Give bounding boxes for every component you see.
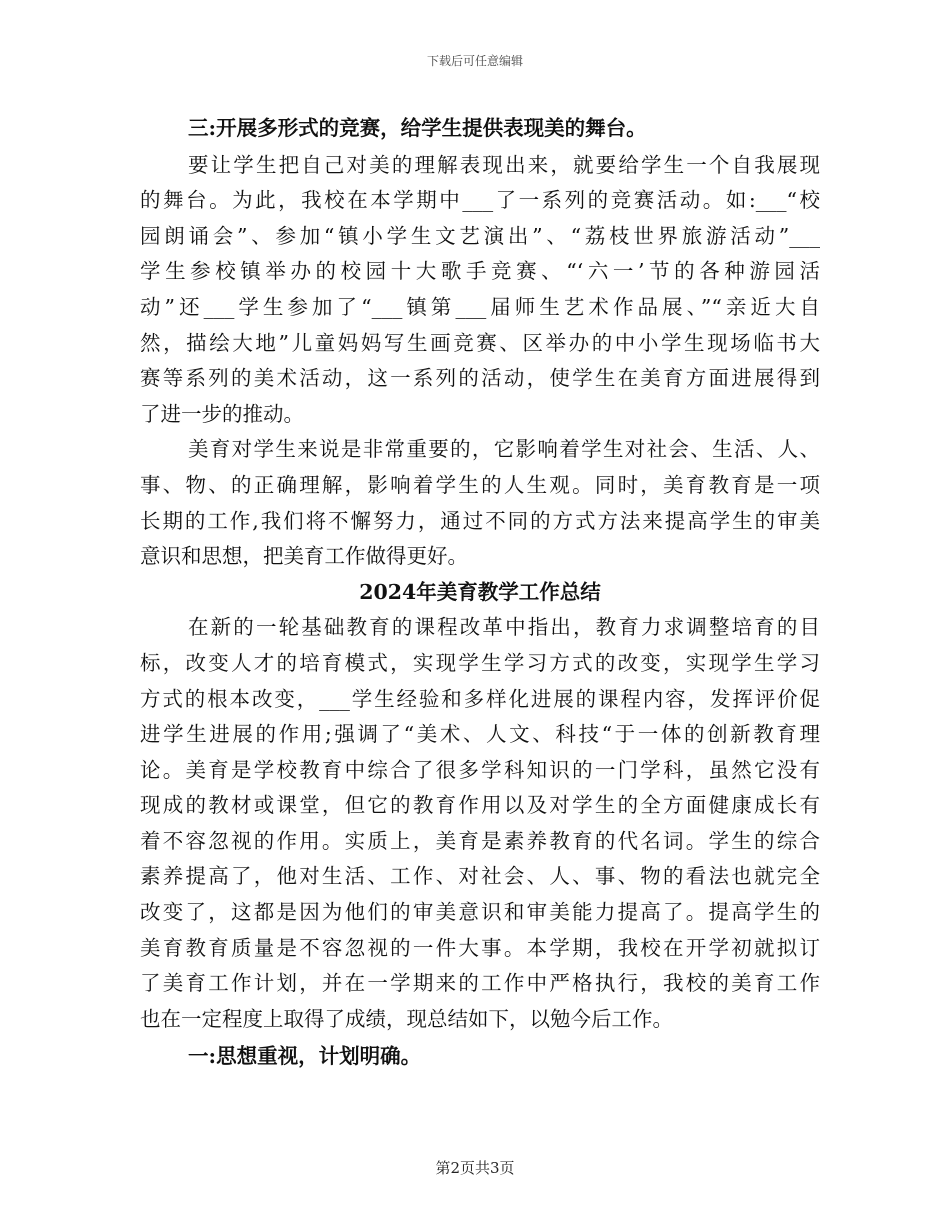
text-line: 美育对学生来说是非常重要的，它影响着学生对社会、生活、人、 <box>188 437 820 462</box>
text-line: 现成的教材或课堂，但它的教育作用以及对学生的全方面健康成长有 <box>140 793 820 818</box>
text-line: 了进一步的推动。 <box>140 401 304 426</box>
text-line: 着不容忽视的作用。实质上，美育是素养教育的代名词。学生的综合 <box>140 828 820 853</box>
text-line: 要让学生把自己对美的理解表现出来，就要给学生一个自我展现 <box>188 152 820 177</box>
text-line: 也在一定程度上取得了成绩，现总结如下，以勉今后工作。 <box>140 1006 673 1031</box>
page-header: 下载后可任意编辑 <box>426 54 523 68</box>
text-line: 动”还___学生参加了“___镇第___届师生艺术作品展、”“亲近大自 <box>140 294 820 319</box>
section3-paragraph-2 <box>140 432 820 574</box>
section3-paragraph-1 <box>140 148 820 433</box>
section-heading-3: 三:开展多形式的竞赛，给学生提供表现美的舞台。 <box>188 116 647 140</box>
text-line: 在新的一轮基础教育的课程改革中指出，教育力求调整培育的目 <box>188 615 820 640</box>
text-line: 学生参校镇举办的校园十大歌手竞赛、“‘六一’节的各种游园活 <box>140 259 820 284</box>
text-line: 素养提高了，他对生活、工作、对社会、人、事、物的看法也就完全 <box>140 864 820 889</box>
text-line: 的舞台。为此，我校在本学期中___了一系列的竞赛活动。如:___“校 <box>140 188 820 213</box>
text-line: 进学生进展的作用;强调了“美术、人文、科技“于一体的创新教育理 <box>140 722 820 747</box>
text-line: 改变了，这都是因为他们的审美意识和审美能力提高了。提高学生的 <box>140 900 820 925</box>
text-line: 论。美育是学校教育中综合了很多学科知识的一门学科，虽然它没有 <box>140 757 820 782</box>
text-line: 然，描绘大地”儿童妈妈写生画竞赛、区举办的中小学生现场临书大 <box>140 330 820 355</box>
document-title: 2024年美育教学工作总结 <box>359 579 601 604</box>
text-line: 赛等系列的美术活动，这一系列的活动，使学生在美育方面进展得到 <box>140 366 820 391</box>
text-line: 园朗诵会”、参加“镇小学生文艺演出”、“荔枝世界旅游活动”___ <box>140 223 820 248</box>
text-line: 标，改变人才的培育模式，实现学生学习方式的改变，实现学生学习 <box>140 650 820 675</box>
text-line: 了美育工作计划，并在一学期来的工作中严格执行，我校的美育工作 <box>140 971 820 996</box>
intro-paragraph <box>140 610 820 1037</box>
text-line: 意识和思想，把美育工作做得更好。 <box>140 544 468 569</box>
text-line: 美育教育质量是不容忽视的一件大事。本学期，我校在开学初就拟订 <box>140 935 820 960</box>
page-footer: 第2页共3页 <box>435 1159 515 1177</box>
section-heading-1: 一:思想重视，计划明确。 <box>188 1044 422 1069</box>
text-line: 事、物、的正确理解，影响着学生的人生观。同时，美育教育是一项 <box>140 472 820 497</box>
text-line: 长期的工作,我们将不懈努力，通过不同的方式方法来提高学生的审美 <box>140 508 820 533</box>
document-body <box>140 111 820 1075</box>
text-line: 方式的根本改变，___学生经验和多样化进展的课程内容，发挥评价促 <box>140 686 820 711</box>
